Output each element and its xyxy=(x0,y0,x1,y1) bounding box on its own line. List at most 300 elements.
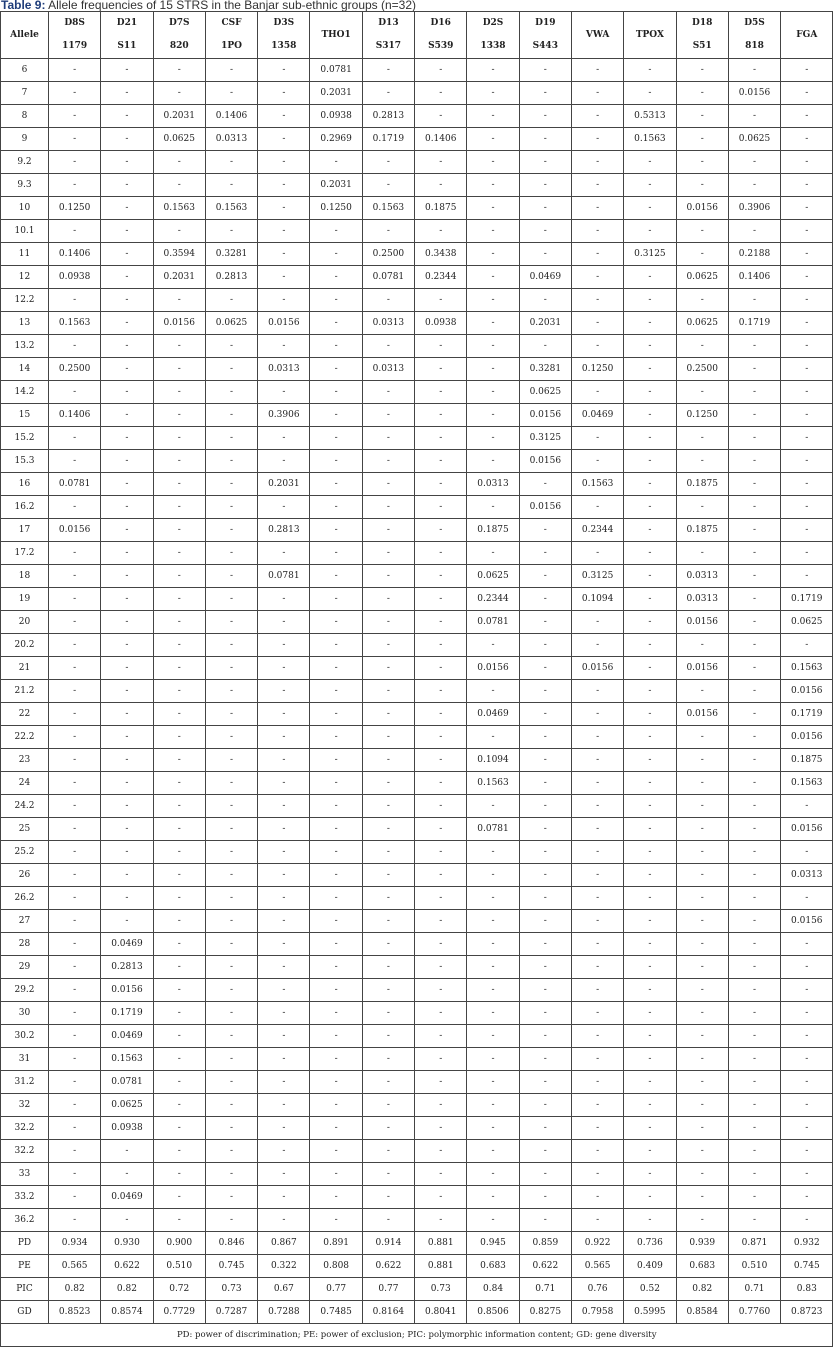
table-cell: - xyxy=(676,82,728,105)
table-cell: - xyxy=(258,887,310,910)
table-cell: - xyxy=(362,1071,414,1094)
table-cell: - xyxy=(101,772,153,795)
table-cell: - xyxy=(467,427,519,450)
table-cell: - xyxy=(310,381,362,404)
table-cell: 0.2344 xyxy=(467,588,519,611)
table-cell: - xyxy=(415,1048,467,1071)
table-cell: - xyxy=(258,795,310,818)
table-cell: 0.0625 xyxy=(101,1094,153,1117)
table-cell: - xyxy=(205,1117,257,1140)
table-cell: - xyxy=(415,680,467,703)
row-label-cell: GD xyxy=(1,1301,49,1324)
table-cell: - xyxy=(676,1002,728,1025)
table-cell: 0.1094 xyxy=(467,749,519,772)
table-cell: - xyxy=(362,151,414,174)
row-label-cell: 27 xyxy=(1,910,49,933)
table-cell: - xyxy=(153,703,205,726)
table-cell: 0.2500 xyxy=(362,243,414,266)
table-cell: - xyxy=(310,1140,362,1163)
table-cell: 0.0625 xyxy=(676,312,728,335)
table-cell: 0.922 xyxy=(571,1232,623,1255)
table-row xyxy=(1,519,833,542)
table-cell: 0.7287 xyxy=(205,1301,257,1324)
table-cell: - xyxy=(467,795,519,818)
row-label-cell: 12 xyxy=(1,266,49,289)
table-cell: 0.409 xyxy=(624,1255,676,1278)
table-cell: 0.2813 xyxy=(258,519,310,542)
table-cell: - xyxy=(781,933,833,956)
row-label-cell: PIC xyxy=(1,1278,49,1301)
table-cell: - xyxy=(728,1002,780,1025)
column-header-allele xyxy=(1,12,49,59)
table-cell: 0.8275 xyxy=(519,1301,571,1324)
table-cell: - xyxy=(258,611,310,634)
table-cell: - xyxy=(624,1094,676,1117)
table-cell: - xyxy=(728,496,780,519)
table-row xyxy=(1,657,833,680)
table-cell: - xyxy=(310,1186,362,1209)
table-cell: - xyxy=(362,956,414,979)
table-cell: - xyxy=(571,243,623,266)
table-cell: - xyxy=(467,542,519,565)
table-cell: - xyxy=(49,956,101,979)
table-cell: - xyxy=(676,634,728,657)
table-cell: 0.0469 xyxy=(101,1186,153,1209)
table-cell: - xyxy=(153,979,205,1002)
table-cell: - xyxy=(415,703,467,726)
table-row xyxy=(1,1117,833,1140)
table-cell: - xyxy=(519,335,571,358)
table-cell: - xyxy=(362,381,414,404)
table-footnote-row xyxy=(1,1324,833,1347)
table-cell: - xyxy=(362,335,414,358)
table-cell: - xyxy=(362,1025,414,1048)
table-cell: - xyxy=(519,59,571,82)
table-row xyxy=(1,611,833,634)
table-row xyxy=(1,128,833,151)
table-cell: 0.1406 xyxy=(728,266,780,289)
table-cell: - xyxy=(781,473,833,496)
table-cell: - xyxy=(519,611,571,634)
table-cell: - xyxy=(205,1140,257,1163)
table-cell: - xyxy=(153,1025,205,1048)
table-cell: - xyxy=(362,703,414,726)
table-cell: - xyxy=(258,1071,310,1094)
table-cell: 0.622 xyxy=(362,1255,414,1278)
table-cell: - xyxy=(519,703,571,726)
row-label-cell: 36.2 xyxy=(1,1209,49,1232)
table-cell: 0.1563 xyxy=(153,197,205,220)
table-cell: - xyxy=(728,59,780,82)
table-cell: - xyxy=(467,105,519,128)
column-header-text: VWA xyxy=(585,29,610,40)
table-cell: 0.7760 xyxy=(728,1301,780,1324)
table-cell: - xyxy=(310,864,362,887)
table-cell: - xyxy=(467,726,519,749)
table-cell: - xyxy=(258,1140,310,1163)
table-cell: - xyxy=(781,174,833,197)
column-header-text: D16 xyxy=(430,18,451,28)
row-label-cell: 32.2 xyxy=(1,1117,49,1140)
table-cell: - xyxy=(101,795,153,818)
table-cell: - xyxy=(362,1140,414,1163)
table-cell: - xyxy=(728,680,780,703)
table-cell: - xyxy=(205,59,257,82)
table-cell: - xyxy=(728,473,780,496)
table-cell: - xyxy=(571,1117,623,1140)
table-cell: - xyxy=(258,1094,310,1117)
table-cell: - xyxy=(728,220,780,243)
table-cell: - xyxy=(362,611,414,634)
table-cell: - xyxy=(49,1186,101,1209)
row-label-cell: 31 xyxy=(1,1048,49,1071)
table-cell: - xyxy=(781,542,833,565)
table-row xyxy=(1,1163,833,1186)
table-cell: - xyxy=(258,266,310,289)
table-cell: - xyxy=(310,818,362,841)
table-cell: - xyxy=(258,335,310,358)
table-cell: - xyxy=(49,887,101,910)
table-cell: 0.0625 xyxy=(781,611,833,634)
table-cell: - xyxy=(49,105,101,128)
table-cell: - xyxy=(571,289,623,312)
table-cell: - xyxy=(310,795,362,818)
table-row xyxy=(1,1140,833,1163)
table-cell: - xyxy=(467,289,519,312)
table-cell: - xyxy=(467,266,519,289)
table-cell: - xyxy=(310,220,362,243)
table-cell: - xyxy=(205,1163,257,1186)
table-cell: - xyxy=(571,1209,623,1232)
table-cell: - xyxy=(781,197,833,220)
row-label-cell: 12.2 xyxy=(1,289,49,312)
table-cell: - xyxy=(153,1002,205,1025)
table-cell: - xyxy=(362,818,414,841)
table-cell: - xyxy=(362,910,414,933)
table-cell: 0.2344 xyxy=(571,519,623,542)
table-cell: - xyxy=(310,772,362,795)
table-cell: - xyxy=(310,358,362,381)
table-cell: - xyxy=(310,473,362,496)
row-label-cell: 29.2 xyxy=(1,979,49,1002)
table-cell: - xyxy=(101,1163,153,1186)
table-cell: - xyxy=(49,335,101,358)
row-label-cell: 24 xyxy=(1,772,49,795)
table-cell: - xyxy=(415,979,467,1002)
table-cell: - xyxy=(415,289,467,312)
column-header xyxy=(728,12,780,59)
table-cell: 0.0625 xyxy=(519,381,571,404)
table-cell: - xyxy=(415,1186,467,1209)
table-cell: 0.3125 xyxy=(571,565,623,588)
table-cell: - xyxy=(728,151,780,174)
table-cell: - xyxy=(676,427,728,450)
table-cell: - xyxy=(728,772,780,795)
table-cell: - xyxy=(101,910,153,933)
table-cell: - xyxy=(624,473,676,496)
table-cell: - xyxy=(624,795,676,818)
table-cell: 0.0156 xyxy=(519,404,571,427)
table-cell: 0.846 xyxy=(205,1232,257,1255)
table-cell: - xyxy=(205,542,257,565)
row-label-cell: 14 xyxy=(1,358,49,381)
table-cell: - xyxy=(258,105,310,128)
row-label-cell: 16.2 xyxy=(1,496,49,519)
table-cell: - xyxy=(258,1186,310,1209)
table-cell: 0.8584 xyxy=(676,1301,728,1324)
table-cell: 0.322 xyxy=(258,1255,310,1278)
table-cell: - xyxy=(519,1025,571,1048)
table-cell: - xyxy=(49,82,101,105)
row-label-cell: 31.2 xyxy=(1,1071,49,1094)
table-cell: 0.859 xyxy=(519,1232,571,1255)
table-cell: - xyxy=(153,1094,205,1117)
table-cell: - xyxy=(676,1163,728,1186)
table-cell: - xyxy=(362,795,414,818)
table-cell: - xyxy=(205,404,257,427)
table-cell: - xyxy=(676,542,728,565)
table-cell: - xyxy=(49,1071,101,1094)
table-cell: 0.5995 xyxy=(624,1301,676,1324)
table-cell: - xyxy=(415,82,467,105)
table-footnote: PD: power of discrimination; PE: power of exclusion; PIC: polymorphic information content; GD: gene diversity xyxy=(1,1324,833,1347)
table-cell: 0.82 xyxy=(49,1278,101,1301)
table-cell: - xyxy=(258,243,310,266)
table-cell: - xyxy=(205,657,257,680)
column-header-text: S443 xyxy=(532,41,558,51)
table-cell: 0.871 xyxy=(728,1232,780,1255)
table-cell: - xyxy=(781,1094,833,1117)
table-cell: - xyxy=(624,59,676,82)
table-cell: - xyxy=(728,841,780,864)
table-cell: - xyxy=(624,335,676,358)
table-cell: - xyxy=(781,427,833,450)
table-row xyxy=(1,1002,833,1025)
table-caption-label: Table 9: xyxy=(1,0,46,11)
table-cell: - xyxy=(310,588,362,611)
table-cell: - xyxy=(310,703,362,726)
table-cell: 0.1875 xyxy=(676,519,728,542)
table-cell: 0.2344 xyxy=(415,266,467,289)
table-cell: 0.2500 xyxy=(49,358,101,381)
table-row xyxy=(1,979,833,1002)
table-cell: - xyxy=(624,956,676,979)
table-cell: - xyxy=(676,381,728,404)
table-cell: 0.1719 xyxy=(362,128,414,151)
table-cell: - xyxy=(781,1163,833,1186)
table-cell: - xyxy=(49,542,101,565)
table-cell: 0.8523 xyxy=(49,1301,101,1324)
row-label-cell: 24.2 xyxy=(1,795,49,818)
table-cell: 0.0156 xyxy=(781,680,833,703)
table-cell: - xyxy=(101,749,153,772)
table-cell: 0.3906 xyxy=(728,197,780,220)
table-cell: - xyxy=(101,542,153,565)
table-cell: 0.0313 xyxy=(467,473,519,496)
table-cell: 0.0156 xyxy=(467,657,519,680)
table-cell: - xyxy=(310,243,362,266)
table-cell: - xyxy=(205,82,257,105)
table-cell: - xyxy=(624,1163,676,1186)
table-row xyxy=(1,933,833,956)
table-cell: - xyxy=(467,1094,519,1117)
table-cell: 0.1563 xyxy=(101,1048,153,1071)
table-cell: 0.1250 xyxy=(49,197,101,220)
table-cell: - xyxy=(362,404,414,427)
table-cell: 0.1563 xyxy=(781,657,833,680)
table-cell: - xyxy=(153,1071,205,1094)
table-cell: - xyxy=(728,864,780,887)
table-cell: - xyxy=(49,910,101,933)
table-cell: - xyxy=(101,864,153,887)
table-cell: - xyxy=(519,979,571,1002)
table-cell: - xyxy=(49,1140,101,1163)
table-cell: - xyxy=(101,634,153,657)
table-cell: - xyxy=(205,1002,257,1025)
table-cell: - xyxy=(205,818,257,841)
table-cell: 0.3281 xyxy=(519,358,571,381)
table-cell: - xyxy=(676,1140,728,1163)
table-cell: - xyxy=(624,266,676,289)
table-cell: - xyxy=(781,496,833,519)
table-cell: - xyxy=(205,1209,257,1232)
table-cell: - xyxy=(205,174,257,197)
table-cell: - xyxy=(415,473,467,496)
table-cell: - xyxy=(101,82,153,105)
table-cell: - xyxy=(205,1071,257,1094)
table-cell: 0.510 xyxy=(728,1255,780,1278)
table-cell: - xyxy=(310,726,362,749)
table-cell: - xyxy=(415,381,467,404)
table-cell: 0.2969 xyxy=(310,128,362,151)
table-cell: - xyxy=(205,450,257,473)
row-label-cell: 9.2 xyxy=(1,151,49,174)
table-cell: - xyxy=(467,335,519,358)
table-cell: - xyxy=(676,726,728,749)
table-cell: - xyxy=(571,910,623,933)
table-cell: - xyxy=(781,1117,833,1140)
table-cell: - xyxy=(781,404,833,427)
table-cell: - xyxy=(415,634,467,657)
column-header xyxy=(49,12,101,59)
table-cell: - xyxy=(467,82,519,105)
table-cell: 0.1250 xyxy=(310,197,362,220)
table-cell: 0.7729 xyxy=(153,1301,205,1324)
table-cell: - xyxy=(571,542,623,565)
table-cell: 0.1406 xyxy=(49,404,101,427)
table-cell: - xyxy=(205,680,257,703)
table-cell: - xyxy=(310,956,362,979)
table-cell: - xyxy=(205,841,257,864)
table-cell: - xyxy=(571,818,623,841)
table-cell: - xyxy=(467,1163,519,1186)
table-cell: - xyxy=(205,151,257,174)
table-cell: - xyxy=(467,59,519,82)
table-cell: - xyxy=(467,1140,519,1163)
table-cell: - xyxy=(101,726,153,749)
table-cell: - xyxy=(101,151,153,174)
table-cell: - xyxy=(676,128,728,151)
table-cell: - xyxy=(415,772,467,795)
table-cell: 0.0313 xyxy=(781,864,833,887)
table-cell: - xyxy=(624,427,676,450)
table-cell: - xyxy=(49,174,101,197)
table-cell: - xyxy=(676,979,728,1002)
table-cell: - xyxy=(519,864,571,887)
table-cell: 0.0781 xyxy=(362,266,414,289)
table-cell: - xyxy=(362,887,414,910)
table-cell: - xyxy=(728,335,780,358)
table-cell: - xyxy=(49,151,101,174)
table-cell: - xyxy=(153,887,205,910)
table-cell: - xyxy=(519,1209,571,1232)
table-cell: - xyxy=(571,956,623,979)
table-cell: - xyxy=(781,266,833,289)
table-cell: - xyxy=(624,910,676,933)
table-row xyxy=(1,404,833,427)
table-cell: - xyxy=(676,1117,728,1140)
table-cell: - xyxy=(258,82,310,105)
table-cell: - xyxy=(415,1094,467,1117)
table-cell: - xyxy=(362,1209,414,1232)
table-cell: - xyxy=(624,887,676,910)
table-cell: - xyxy=(728,910,780,933)
column-header-text: S539 xyxy=(428,41,454,51)
table-cell: - xyxy=(258,703,310,726)
table-cell: - xyxy=(153,1186,205,1209)
row-label-cell: 10 xyxy=(1,197,49,220)
table-cell: - xyxy=(415,910,467,933)
table-cell: - xyxy=(781,335,833,358)
table-cell: - xyxy=(258,1117,310,1140)
table-cell: 0.1406 xyxy=(49,243,101,266)
table-cell: - xyxy=(101,220,153,243)
table-cell: - xyxy=(101,404,153,427)
table-cell: - xyxy=(415,335,467,358)
table-cell: - xyxy=(362,979,414,1002)
table-cell: - xyxy=(571,726,623,749)
table-cell: 0.0469 xyxy=(571,404,623,427)
table-cell: - xyxy=(310,933,362,956)
table-cell: - xyxy=(205,726,257,749)
table-cell: - xyxy=(624,841,676,864)
table-row xyxy=(1,243,833,266)
table-cell: 0.72 xyxy=(153,1278,205,1301)
column-header-text: TPOX xyxy=(635,29,664,40)
table-cell: 0.0156 xyxy=(676,611,728,634)
table-cell: - xyxy=(624,749,676,772)
column-header-text: S51 xyxy=(692,41,712,51)
table-cell: - xyxy=(101,611,153,634)
table-cell: - xyxy=(258,588,310,611)
table-cell: - xyxy=(467,1209,519,1232)
table-cell: - xyxy=(258,979,310,1002)
table-cell: - xyxy=(467,680,519,703)
table-cell: - xyxy=(49,59,101,82)
table-cell: - xyxy=(519,795,571,818)
table-cell: - xyxy=(205,611,257,634)
table-cell: - xyxy=(258,933,310,956)
table-cell: - xyxy=(415,1117,467,1140)
table-cell: 0.0156 xyxy=(781,910,833,933)
table-cell: - xyxy=(676,680,728,703)
table-cell: - xyxy=(101,565,153,588)
table-cell: 0.3906 xyxy=(258,404,310,427)
table-cell: - xyxy=(415,864,467,887)
table-cell: - xyxy=(467,496,519,519)
table-cell: - xyxy=(624,404,676,427)
table-cell: - xyxy=(205,795,257,818)
